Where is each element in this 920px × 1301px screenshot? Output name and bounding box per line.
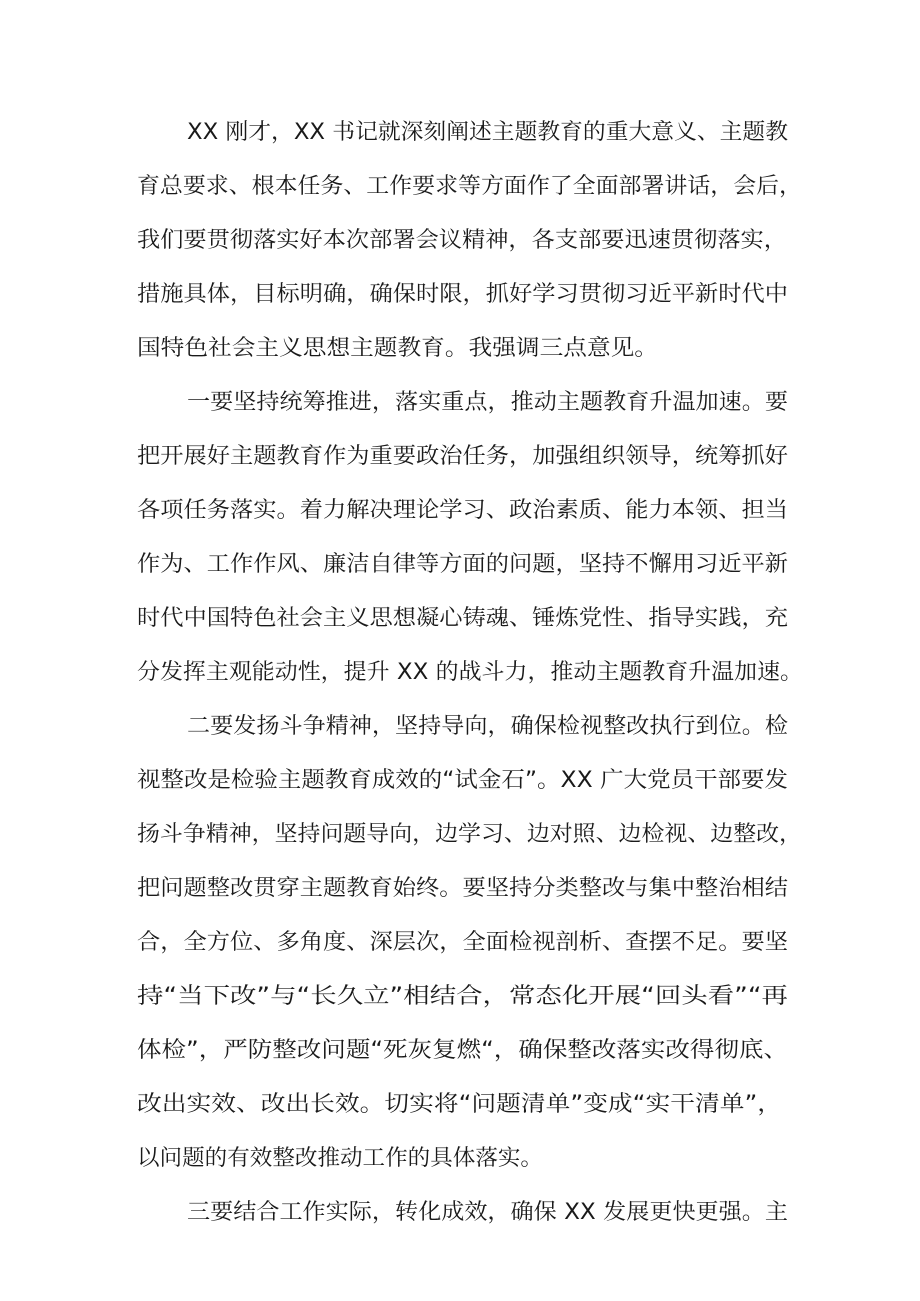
text-line (0, 975, 920, 1019)
line-text: 视整改是检验主题教育成效的“试金石”。XX 广大党员干部要发 (137, 768, 788, 793)
line-text: 措施具体，目标明确，确保时限，抓好学习贯彻习近平新时代中 (137, 282, 788, 307)
text-line (0, 273, 920, 317)
line-text: 合，全方位、多角度、深层次，全面检视剖析、查摆不足。要坚 (137, 930, 788, 955)
text-line (0, 1083, 920, 1127)
text-line (0, 651, 920, 695)
text-line (0, 597, 920, 641)
text-line (0, 219, 920, 263)
line-text: 扬斗争精神，坚持问题导向，边学习、边对照、边检视、边整改， (137, 822, 802, 847)
text-line (0, 543, 920, 587)
line-text: 改出实效、改出长效。切实将“问题清单”变成“实干清单”， (137, 1092, 782, 1117)
text-line (0, 1137, 920, 1181)
text-line (0, 435, 920, 479)
text-line (0, 489, 920, 533)
line-text: 时代中国特色社会主义思想凝心铸魂、锤炼党性、指导实践，充 (137, 606, 788, 631)
line-text: 三要结合工作实际，转化成效，确保 XX 发展更快更强。主 (187, 1200, 788, 1225)
line-text: 把问题整改贯穿主题教育始终。要坚持分类整改与集中整治相结 (137, 876, 788, 901)
line-text: 各项任务落实。着力解决理论学习、政治素质、能力本领、担当 (137, 498, 788, 523)
text-line (0, 165, 920, 209)
text-line (0, 921, 920, 965)
text-line (0, 759, 920, 803)
text-line (0, 381, 920, 425)
line-text: 以问题的有效整改推动工作的具体落实。 (137, 1146, 543, 1171)
line-text: 我们要贯彻落实好本次部署会议精神，各支部要迅速贯彻落实， (137, 228, 787, 253)
line-text: 二要发扬斗争精神，坚持导向，确保检视整改执行到位。检 (187, 714, 788, 739)
line-text: 育总要求、根本任务、工作要求等方面作了全面部署讲话，会后， (137, 174, 802, 199)
text-line (0, 1191, 920, 1235)
text-line (0, 867, 920, 911)
text-line (0, 327, 920, 371)
line-text: 作为、工作作风、廉洁自律等方面的问题，坚持不懈用习近平新 (137, 552, 788, 577)
line-text: 一要坚持统筹推进，落实重点，推动主题教育升温加速。要 (187, 390, 788, 415)
text-line (0, 1029, 920, 1073)
line-text: 持“当下改”与“长久立”相结合，常态化开展“回头看”“再 (137, 984, 788, 1009)
line-text: 分发挥主观能动性，提升 XX 的战斗力，推动主题教育升温加速。 (137, 660, 803, 685)
text-line (0, 111, 920, 155)
line-text: 把开展好主题教育作为重要政治任务，加强组织领导，统筹抓好 (137, 444, 788, 469)
line-text: 国特色社会主义思想主题教育。我强调三点意见。 (137, 336, 658, 361)
line-text: XX 刚才，XX 书记就深刻阐述主题教育的重大意义、主题教 (187, 120, 788, 145)
text-line (0, 813, 920, 857)
text-line (0, 705, 920, 749)
line-text: 体检”，严防整改问题“死灰复燃“，确保整改落实改得彻底、 (137, 1038, 788, 1063)
